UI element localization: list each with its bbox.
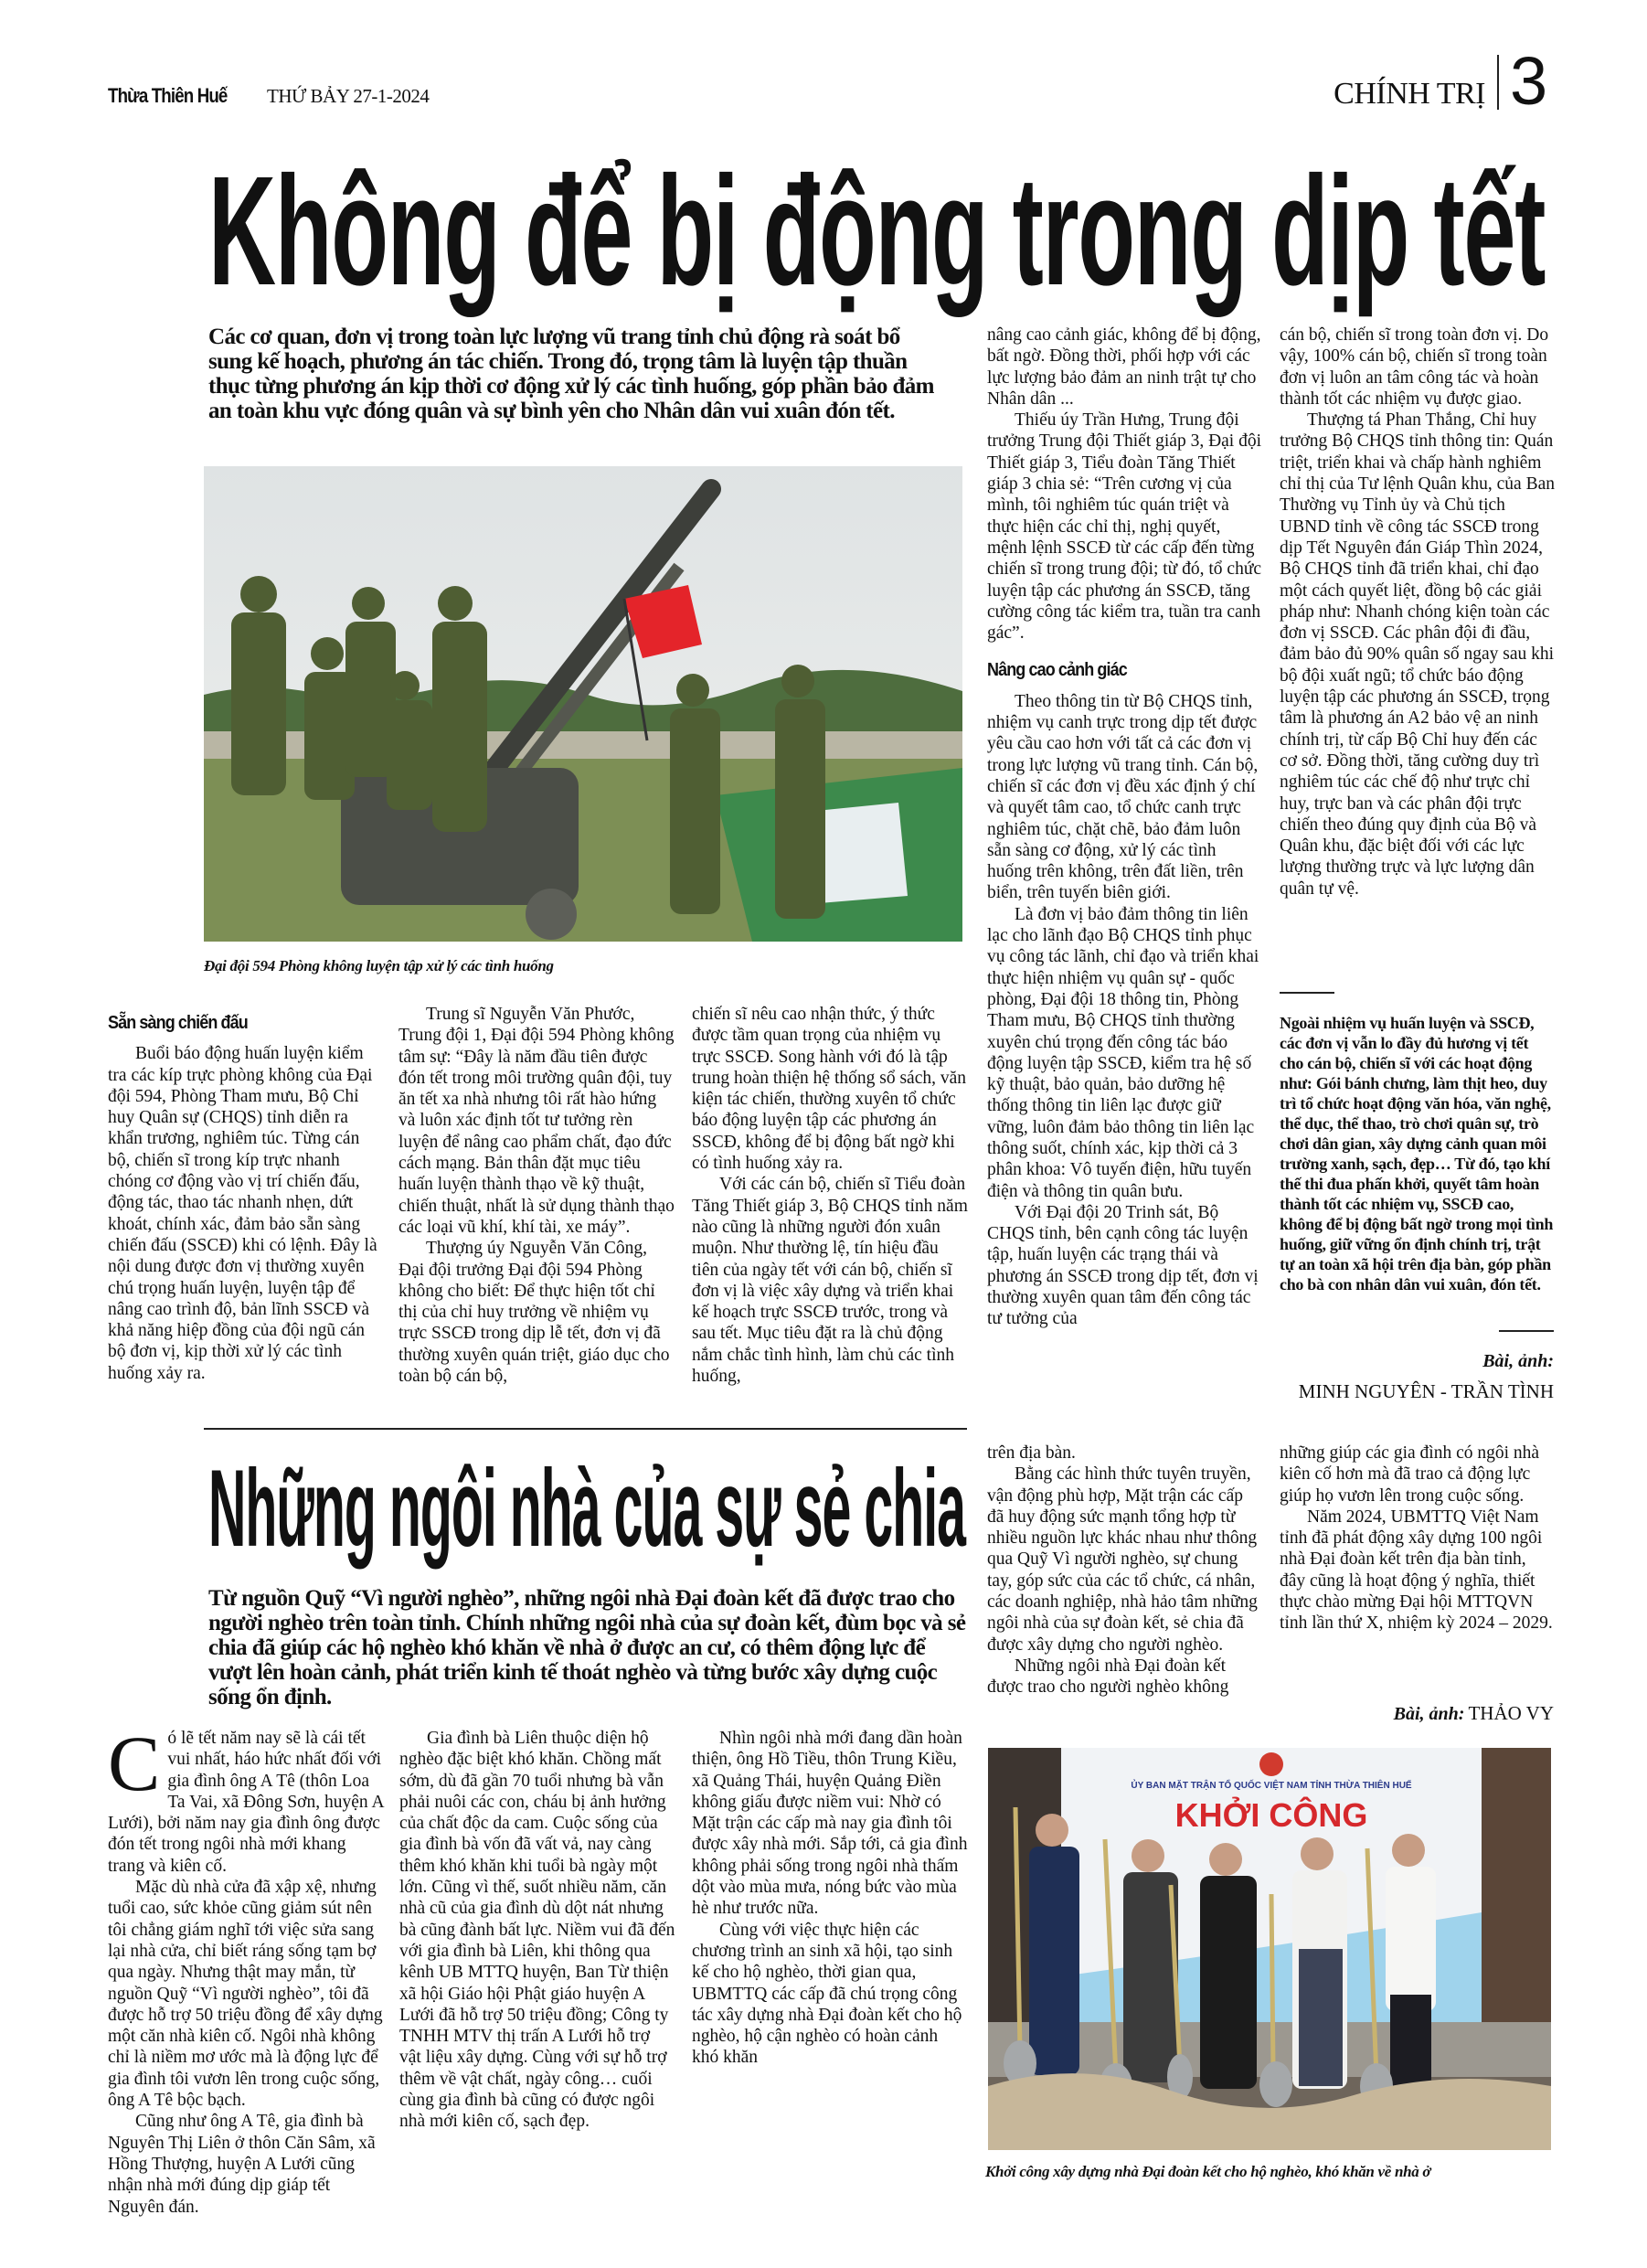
banner-title-text: KHỞI CÔNG [1174,1796,1368,1834]
article2-column-5 [1280,1443,1556,1634]
paragraph: những giúp các gia đình có ngôi nhà kiên cố hơn mà đã trao cả động lực giúp họ vươn lên trong cuộc sống. [1280,1443,1540,1506]
article2-column-4 [987,1443,1263,1698]
article2-photo-caption: Khởi công xây dựng nhà Đại đoàn kết cho hộ nghèo, khó khăn về nhà ở [985,2163,1431,2180]
article1-highlight-box: Ngoài nhiệm vụ huấn luyện và SSCĐ, các đơn vị vẫn lo đầy đủ hương vị tết cho cán bộ, chiến sĩ với các hoạt động như: Gói bánh chưng, làm thịt heo, duy trì tổ chức hoạt động văn hóa, văn nghệ, thể dục, thể thao, trò chơi quân sự, trò chơi dân gian, xây dựng cảnh quan môi trường xanh, sạch, đẹp… Từ đó, tạo khí thế thi đua phấn khởi, quyết tâm hoàn thành tốt các nhiệm vụ, SSCĐ cao, không để bị động bất ngờ trong mọi tình huống, giữ vững ổn định chính trị, trật tự an toàn xã hội trên địa bàn, góp phần cho bà con nhân dân vui xuân, đón tết. [1280,1014,1554,1294]
paragraph: chiến sĩ nêu cao nhận thức, ý thức được tầm quan trọng của nhiệm vụ trực SSCĐ. Song hành với đó là tập trung hoàn thiện hệ thống sổ sách, văn kiện tác chiến, thường xuyên tổ chức báo động luyện tập các phương án SSCĐ, không để bị động bất ngờ khi có tình huống xảy ra. [692,1005,967,1174]
article2-headline-text: Những ngôi nhà của sự sẻ chia [208,1447,966,1570]
paragraph: Buổi báo động huấn luyện kiểm tra các kíp trực phòng không của Đại đội 594, Phòng Tham mưu, Bộ Chỉ huy Quân sự (CHQS) tỉnh diễn ra khẩn trương, nghiêm túc. Từng cán bộ, chiến sĩ trong kíp trực nhanh chóng cơ động vào vị trí chiến đấu, động tác, thao tác nhanh nhẹn, dứt khoát, chính xác, đảm bảo sẵn sàng chiến đấu (SSCĐ) khi có lệnh. Đây là nội dung được đơn vị thường xuyên chú trọng huấn luyện, luyện tập để nâng cao trình độ, bản lĩnh SSCĐ và khả năng hiệp đồng của đội ngũ cán bộ đơn vị, kịp thời xử lý các tình huống xảy ra. [108,1044,377,1383]
page-number: 3 [1510,43,1548,119]
article2-byline-label: Bài, ảnh: [1393,1704,1465,1724]
paragraph: Cùng với việc thực hiện các chương trình an sinh xã hội, tạo sinh kế cho hộ nghèo, thời gian qua, UBMTTQ các cấp đã chú trọng công tác xây dựng nhà Đại đoàn kết cho hộ nghèo, hộ cận nghèo có hoàn cảnh khó khăn [692,1920,962,2068]
paragraph: Gia đình bà Liên thuộc diện hộ nghèo đặc biệt khó khăn. Chồng mất sớm, dù đã gần 70 tuổi nhưng bà vẫn phải nuôi các con, cháu bị ảnh hưởng của chất độc da cam. Cuộc sống của gia đình bà vốn đã vất vả, nay càng thêm khó khăn khi tuổi bà ngày một lớn. Cũng vì thế, suốt nhiều năm, căn nhà cũ của gia đình dù dột nát nhưng bà cũng đành bất lực. Niềm vui đã đến với gia đình bà Liên, khi thông qua kênh UB MTTQ huyện, Ban Từ thiện xã hội Giáo hội Phật giáo huyện A Lưới đã hỗ trợ 50 triệu đồng; Công ty TNHH MTV thị trấn A Lưới hỗ trợ vật liệu xây dựng. Cùng với sự hỗ trợ thêm về vật chất, ngày công… cuối cùng gia đình bà cũng có được ngôi nhà mới kiên cố, sạch đẹp. [399,1729,675,2132]
article1-column-3 [692,1004,968,1387]
article2-column-3 [692,1728,968,2069]
paragraph: trên địa bàn. [987,1443,1076,1463]
article2-headline [208,1447,966,1570]
article2-lead: Từ nguồn Quỹ “Vì người nghèo”, những ngôi nhà Đại đoàn kết đã được trao cho người nghèo trên toàn tỉnh. Chính những ngôi nhà của sự đoàn kết, đùm bọc và sẻ chia đã giúp các hộ nghèo khó khăn về nhà ở được an cư, có thêm động lực để vượt lên hoàn cảnh, phát triển kinh tế thoát nghèo và từng bước xây dựng cuộc sống ổn định. [208,1586,966,1709]
drop-cap: C [108,1720,161,1807]
article2-column-1 [108,1720,384,2218]
article2-column-2 [399,1728,675,2133]
article1-photo [204,466,962,942]
article1-headline [208,144,1546,318]
soldiers-anti-aircraft-photo [204,466,962,942]
issue-date: THỨ BẢY 27-1-2024 [267,85,430,107]
paragraph: Nhìn ngôi nhà mới đang dần hoàn thiện, ông Hồ Tiều, thôn Trung Kiều, xã Quảng Thái, huyện Quảng Điền không giấu được niềm vui: Nhờ có Mặt trận các cấp mà nay gia đình tôi được xây nhà mới. Sắp tới, cả gia đình không phải sống trong ngôi nhà thấm dột vào mùa mưa, nóng bức vào mùa hè như trước nữa. [692,1729,968,1919]
article1-lead: Các cơ quan, đơn vị trong toàn lực lượng vũ trang tỉnh chủ động rà soát bổ sung kế hoạch, phương án tác chiến. Trong đó, trọng tâm là luyện tập thuần thục từng phương án kịp thời cơ động xử lý các tình huống, góp phần bảo đảm an toàn khu vực đóng quân và sự bình yên cho Nhân dân vui xuân đón tết. [208,325,934,423]
paragraph: Trung sĩ Nguyễn Văn Phước, Trung đội 1, Đại đội 594 Phòng không tâm sự: “Đây là năm đầu tiên được đón tết trong môi trường quân đội, tuy ăn tết xa nhà nhưng tôi rất hào hứng và luôn xác định tốt tư tưởng rèn luyện để nâng cao phẩm chất, đạo đức cách mạng. Bản thân đặt mục tiêu huấn luyện thành thạo về kỹ thuật, chiến thuật, nhất là sử dụng thành thạo các loại vũ khí, khí tài, xe máy”. [398,1005,675,1237]
paragraph: Những ngôi nhà Đại đoàn kết được trao cho người nghèo không [987,1656,1229,1698]
article1-column-2 [398,1004,675,1387]
paragraph: Bằng các hình thức tuyên truyền, vận động phù hợp, Mặt trận các cấp đã huy động sức mạnh tổng hợp từ nhiều nguồn lực khác nhau như thông qua Quỹ Vì người nghèo, sự chung tay, góp sức của các tổ chức, cá nhân, các doanh nghiệp, nhà hảo tâm những ngôi nhà của sự đoàn kết, sẻ chia đã được xây dựng cho người nghèo. [987,1464,1258,1655]
paragraph: Cũng như ông A Tê, gia đình bà Nguyên Thị Liên ở thôn Căn Sâm, xã Hồng Thượng, huyện A Lưới cũng nhận nhà mới đúng dịp giáp tết Nguyên đán. [108,2112,376,2217]
masthead: Thừa Thiên Huế [108,84,228,107]
header-divider [1497,55,1499,110]
paragraph: Với các cán bộ, chiến sĩ Tiểu đoàn Tăng Thiết giáp 3, Bộ CHQS tỉnh năm nào cũng là những người đón xuân muộn. Như thường lệ, tín hiệu đầu tiên của ngày tết với cán bộ, chiến sĩ đơn vị là việc xây dựng và triển khai kế hoạch trực SSCĐ trước, trong và sau tết. Mục tiêu đặt ra là chủ động nắm chắc tình hình, làm chủ các tình huống, [692,1175,968,1387]
front-logo-icon [1259,1752,1283,1776]
paragraph: Thượng úy Nguyễn Văn Công, Đại đội trưởng Đại đội 594 Phòng không cho biết: Để thực hiện tốt chỉ thị của chỉ huy trưởng về nhiệm vụ trực SSCĐ trong dịp lễ tết, đơn vị đã thường xuyên quán triệt, giáo dục cho toàn bộ cán bộ, [398,1239,670,1387]
paragraph [108,1720,384,1877]
first-paragraph-text: ó lẽ tết năm nay sẽ là cái tết vui nhất, háo hức nhất đối với gia đình ông A Tê (thôn Loa Ta Vai, xã Đông Sơn, huyện A Lưới), bởi năm nay gia đình ông được đón tết trong ngôi nhà mới khang trang và kiên cố. [108,1729,384,1876]
article1-photo-caption: Đại đội 594 Phòng không luyện tập xử lý các tình huống [204,957,554,974]
article1-column-1 [108,1004,384,1384]
paragraph: cán bộ, chiến sĩ trong toàn đơn vị. Do vậy, 100% cán bộ, chiến sĩ trong toàn đơn vị luôn an tâm công tác và hoàn thành tốt các nhiệm vụ được giao. [1280,325,1549,409]
article2-byline [1280,1702,1554,1725]
paragraph: Theo thông tin từ Bộ CHQS tỉnh, nhiệm vụ canh trực trong dịp tết được yêu cầu cao hơn với tất cả các đơn vị trong lực lượng vũ trang tỉnh. Cán bộ, chiến sĩ các đơn vị đều xác định ý chí và quyết tâm cao, tổ chức canh trực nghiêm túc, chặt chẽ, bảo đảm luôn sẵn sàng cơ động, xử lý các tình huống trên không, trên đất liền, trên biển, trên tuyến biên giới. [987,691,1259,903]
article2-byline-name: THẢO VY [1468,1702,1554,1724]
paragraph: Với Đại đội 20 Trinh sát, Bộ CHQS tỉnh, bên cạnh công tác luyện tập, huấn luyện các trạng thái và phương án SSCĐ trong dịp tết, đơn vị thường xuyên quan tâm đến công tác tư tưởng của [987,1202,1259,1329]
article1-column-5 [1280,325,1556,900]
section-name: CHÍNH TRỊ [1334,77,1485,111]
box-bottom-rule [1499,1330,1554,1332]
paragraph: nâng cao cảnh giác, không để bị động, bất ngờ. Đồng thời, phối hợp với các lực lượng bảo đảm an ninh trật tự cho Nhân dân ... [987,325,1261,409]
paragraph: Năm 2024, UBMTTQ Việt Nam tỉnh đã phát động xây dựng 100 ngôi nhà Đại đoàn kết trên địa bàn tỉnh, đây cũng là hoạt động ý nghĩa, thiết thực chào mừng Đại hội MTTQVN tỉnh lần thứ X, nhiệm kỳ 2024 – 2029. [1280,1507,1553,1634]
article1-headline-text: Không để bị động trong dịp tết [208,144,1546,318]
paragraph: Là đơn vị bảo đảm thông tin liên lạc cho lãnh đạo Bộ CHQS tỉnh phục vụ công tác lãnh, chỉ đạo và triển khai thực hiện nhiệm vụ quân sự - quốc phòng, Đại đội 18 thông tin, Phòng Tham mưu, Bộ CHQS tỉnh thường xuyên chú trọng đến công tác báo động luyện tập SSCĐ, kiểm tra hệ số kỹ thuật, bảo quản, bảo dưỡng hệ thống thông tin liên lạc được giữ vững, luôn đảm bảo thông tin liên lạc thông suốt, chính xác, kịp thời cả 3 phân khoa: Vô tuyến điện, hữu tuyến điện và thông tin quân bưu. [987,904,1259,1201]
paragraph: Mặc dù nhà cửa đã xập xệ, nhưng tuổi cao, sức khỏe cũng giảm sút nên tôi chẳng giám nghĩ tới việc sửa sang lại nhà cửa, chỉ biết ráng sống tạm bợ qua ngày. Nhưng thật may mắn, từ nguồn Quỹ “Vì người nghèo”, tôi đã được hỗ trợ 50 triệu đồng để xây dựng một căn nhà kiên cố. Ngôi nhà không chỉ là niềm mơ ước mà là động lực để gia đình tôi vươn lên trong cuộc sống, ông A Tê bộc bạch. [108,1878,383,2111]
article2-photo [988,1748,1551,2150]
box-top-rule [1280,992,1334,994]
subheading-nang-cao-canh-giac: Nâng cao cảnh giác [987,660,1127,681]
article-separator [204,1428,967,1430]
groundbreaking-ceremony-photo [988,1748,1551,2150]
banner-org-text: ỦY BAN MẶT TRẬN TỔ QUỐC VIỆT NAM TỈNH THỪA THIÊN HUẾ [1131,1781,1412,1791]
article1-column-4 [987,325,1263,1330]
article1-byline-label: Bài, ảnh: [1482,1351,1554,1371]
paragraph: Thượng tá Phan Thắng, Chỉ huy trưởng Bộ CHQS tỉnh thông tin: Quán triệt, triển khai và chấp hành nghiêm chỉ thị của Tư lệnh Quân khu, của Ban Thường vụ Tỉnh ủy và Chủ tịch UBND tỉnh về công tác SSCĐ trong dịp Tết Nguyên đán Giáp Thìn 2024, Bộ CHQS tỉnh đã triển khai, chỉ đạo một cách quyết liệt, đồng bộ các giải pháp như: Nhanh chóng kiện toàn các đơn vị SSCĐ. Các phân đội đi đầu, đảm bảo đủ 90% quân số ngay sau khi bộ đội xuất ngũ; tổ chức báo động luyện tập các phương án SSCĐ, trọng tâm là phương án A2 bảo vệ an ninh chính trị, từ cấp Bộ Chỉ huy đến các cơ sở. Đồng thời, tăng cường duy trì nghiêm túc các chế độ như trực chỉ huy, trực ban và các phân đội trực chiến theo đúng quy định của Bộ và Quân khu, đặc biệt đối với các lực lượng thường trực và lực lượng dân quân tự vệ. [1280,410,1556,899]
article1-byline-name: MINH NGUYÊN - TRẦN TÌNH [1298,1380,1554,1402]
paragraph: Thiếu úy Trần Hưng, Trung đội trưởng Trung đội Thiết giáp 3, Đại đội Thiết giáp 3, Tiểu đoàn Tăng Thiết giáp 3 chia sẻ: “Trên cương vị của mình, tôi nghiêm túc quán triệt và thực hiện các chỉ thị, nghị quyết, mệnh lệnh SSCĐ từ các cấp đến từng chiến sĩ trong trung đội; từ đó, tổ chức luyện tập các phương án SSCĐ, tăng cường công tác kiểm tra, tuần tra canh gác”. [987,410,1262,644]
subheading-san-sang-chien-dau: Sẵn sàng chiến đấu [108,1013,248,1033]
